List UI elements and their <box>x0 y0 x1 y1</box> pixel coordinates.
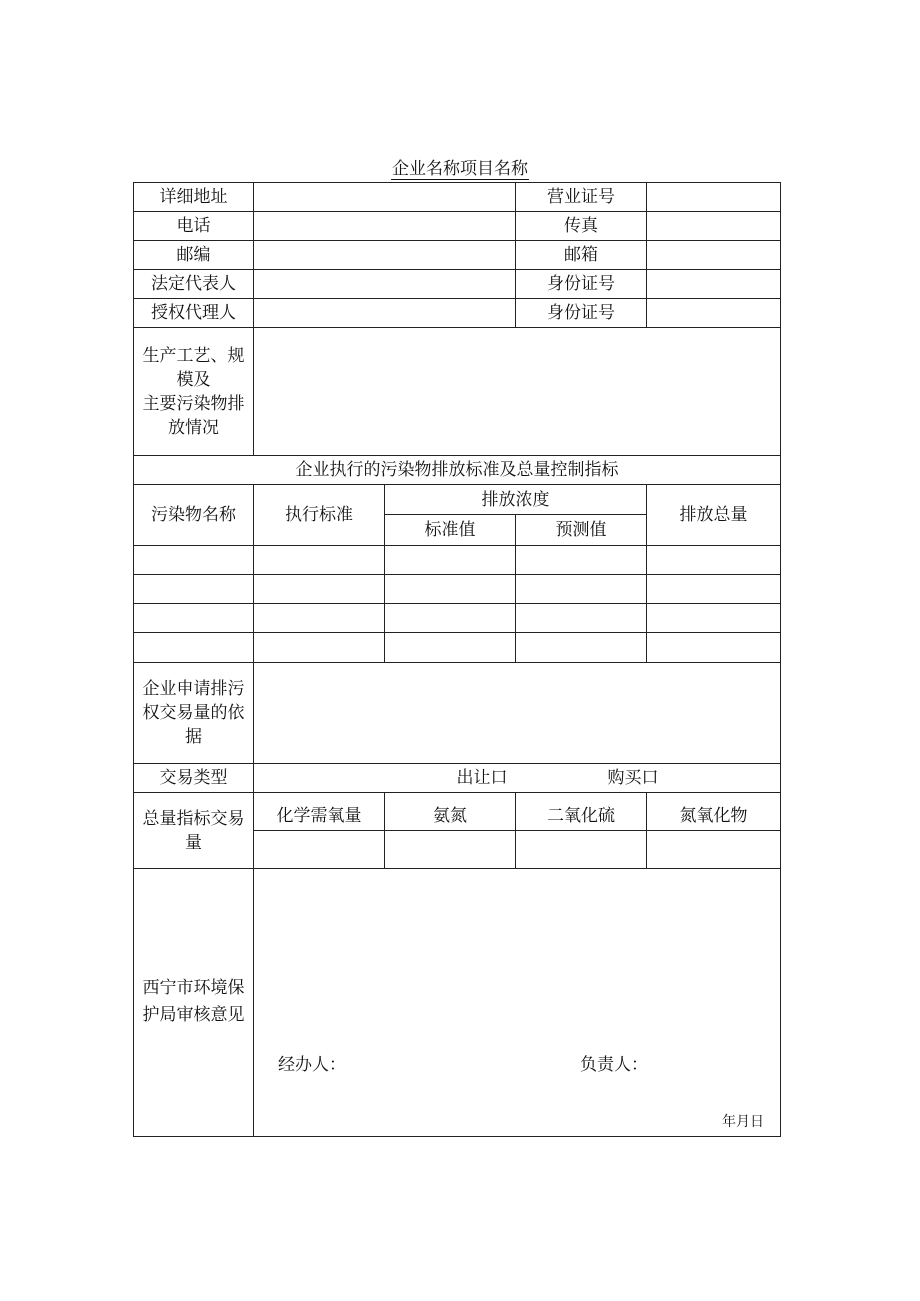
table-cell[interactable] <box>385 575 516 604</box>
trade-volume-label <box>134 793 254 868</box>
col-so2: 二氧化硫 <box>516 793 647 830</box>
table-cell[interactable] <box>134 546 254 575</box>
row-postcode <box>134 241 781 270</box>
row-review <box>134 868 781 1136</box>
col-standard: 执行标准 <box>254 485 385 546</box>
review-date: 年月日 <box>722 1114 764 1130</box>
responsible-label: 负责人： <box>580 1054 648 1075</box>
table-cell[interactable] <box>134 633 254 663</box>
so2-input[interactable] <box>516 830 647 868</box>
postcode-input[interactable] <box>254 241 516 270</box>
row-process <box>134 328 781 456</box>
col-pollutant-name: 污染物名称 <box>134 485 254 546</box>
col-standard-value: 标准值 <box>385 515 516 546</box>
table-cell[interactable] <box>647 546 781 575</box>
phone-input[interactable] <box>254 212 516 241</box>
trade-sell-cell <box>254 764 516 793</box>
id-label-2: 身份证号 <box>516 299 647 328</box>
table-cell[interactable] <box>385 604 516 633</box>
ammonia-input[interactable] <box>385 830 516 868</box>
row-address <box>134 183 781 212</box>
row-legal-rep <box>134 270 781 299</box>
process-label-line: 生产工艺、规 <box>142 345 245 366</box>
license-input[interactable] <box>647 183 781 212</box>
email-input[interactable] <box>647 241 781 270</box>
col-concentration: 排放浓度 <box>385 485 647 515</box>
row-standards-heading <box>134 456 781 485</box>
table-row <box>134 575 781 604</box>
review-label <box>134 868 254 1136</box>
table-cell[interactable] <box>134 604 254 633</box>
table-row <box>134 604 781 633</box>
review-opinion-area[interactable] <box>254 868 781 1136</box>
id-input-1[interactable] <box>647 270 781 299</box>
trade-option-buy[interactable]: 购买口 <box>607 768 659 789</box>
basis-input[interactable] <box>254 663 781 764</box>
process-input[interactable] <box>254 328 781 456</box>
address-label: 详细地址 <box>134 183 254 212</box>
row-agent <box>134 299 781 328</box>
row-phone <box>134 212 781 241</box>
id-input-2[interactable] <box>647 299 781 328</box>
col-ammonia: 氨氮 <box>385 793 516 830</box>
id-label-1: 身份证号 <box>516 270 647 299</box>
table-row <box>134 633 781 663</box>
table-cell[interactable] <box>647 575 781 604</box>
table-cell[interactable] <box>516 575 647 604</box>
process-label-line: 模及 <box>176 369 211 390</box>
table-row <box>134 546 781 575</box>
license-label: 营业证号 <box>516 183 647 212</box>
table-cell[interactable] <box>254 604 385 633</box>
agent-label: 授权代理人 <box>134 299 254 328</box>
table-cell[interactable] <box>254 575 385 604</box>
table-cell[interactable] <box>516 604 647 633</box>
review-label-line: 护局审核意见 <box>142 1005 245 1026</box>
email-label: 邮箱 <box>516 241 647 270</box>
table-cell[interactable] <box>385 546 516 575</box>
review-label-line: 西宁市环境保 <box>142 978 245 999</box>
postcode-label: 邮编 <box>134 241 254 270</box>
table-cell[interactable] <box>647 604 781 633</box>
fax-label: 传真 <box>516 212 647 241</box>
nox-input[interactable] <box>647 830 781 868</box>
row-standards-header-1 <box>134 485 781 515</box>
phone-label: 电话 <box>134 212 254 241</box>
table-cell[interactable] <box>516 633 647 663</box>
handler-label: 经办人： <box>278 1054 346 1075</box>
process-label-line: 放情况 <box>168 417 219 438</box>
application-form <box>133 182 781 1137</box>
col-total: 排放总量 <box>647 485 781 546</box>
table-cell[interactable] <box>254 633 385 663</box>
form-title-text: 企业名称项目名称 <box>392 159 528 179</box>
table-cell[interactable] <box>254 546 385 575</box>
standards-heading: 企业执行的污染物排放标准及总量控制指标 <box>134 456 781 485</box>
form-title <box>0 158 920 180</box>
table-cell[interactable] <box>516 546 647 575</box>
agent-input[interactable] <box>254 299 516 328</box>
trade-option-sell[interactable]: 出让口 <box>456 768 508 789</box>
trade-buy-cell <box>516 764 781 793</box>
table-cell[interactable] <box>134 575 254 604</box>
col-predicted-value: 预测值 <box>516 515 647 546</box>
trade-volume-label-line: 量 <box>185 832 202 853</box>
address-input[interactable] <box>254 183 516 212</box>
row-trade-volume-header <box>134 793 781 830</box>
process-label <box>134 328 254 456</box>
table-cell[interactable] <box>647 633 781 663</box>
row-basis <box>134 663 781 764</box>
legal-rep-label: 法定代表人 <box>134 270 254 299</box>
process-label-line: 主要污染物排 <box>142 393 245 414</box>
basis-label-line: 据 <box>185 727 202 748</box>
basis-label <box>134 663 254 764</box>
cod-input[interactable] <box>254 830 385 868</box>
row-trade-type <box>134 764 781 793</box>
trade-volume-label-line: 总量指标交易 <box>142 808 245 829</box>
basis-label-line: 权交易量的依 <box>142 703 245 724</box>
basis-label-line: 企业申请排污 <box>142 679 245 700</box>
table-cell[interactable] <box>385 633 516 663</box>
fax-input[interactable] <box>647 212 781 241</box>
trade-type-label: 交易类型 <box>134 764 254 793</box>
col-cod: 化学需氧量 <box>254 793 385 830</box>
legal-rep-input[interactable] <box>254 270 516 299</box>
col-nox: 氮氧化物 <box>647 793 781 830</box>
